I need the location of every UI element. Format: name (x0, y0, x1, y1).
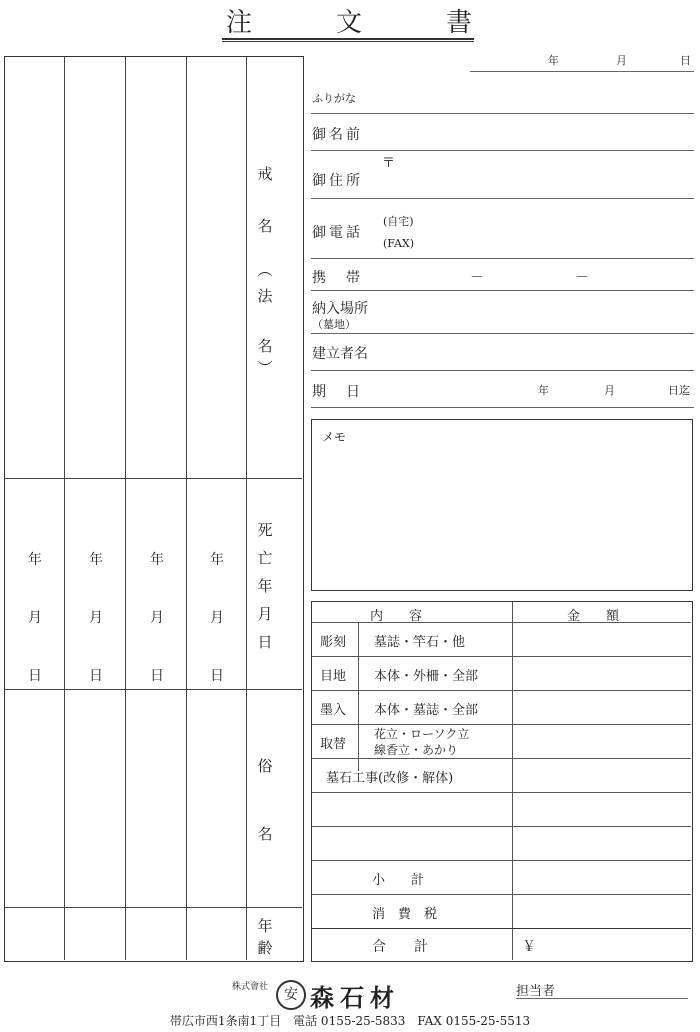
header-content: 内 容 (370, 609, 423, 624)
kaimyo-label-char: ︵ (257, 261, 273, 279)
date-cell-year: 年 (28, 552, 42, 568)
date-cell-month: 月 (210, 610, 224, 626)
title-char-1: 注 (226, 8, 253, 38)
date-line[interactable] (470, 71, 694, 72)
deadline-field[interactable] (311, 407, 694, 408)
builder-field[interactable] (311, 370, 694, 371)
table-hline (312, 758, 691, 759)
phone-field[interactable] (311, 258, 694, 259)
postal-mark: 〒 (382, 156, 396, 171)
tax-label: 消 費 税 (372, 907, 438, 922)
staff-label: 担当者 (516, 984, 556, 999)
shibou-label-char: 日 (257, 633, 273, 651)
zokumyo-label-char: 名 (257, 825, 273, 843)
memo-label: メモ (322, 430, 347, 444)
kaimyo-label-char: 法 (257, 287, 273, 305)
table-vline (358, 622, 359, 771)
deceased-grid (4, 56, 304, 962)
zokumyo-label-char: 俗 (257, 757, 273, 775)
date-cell-month: 月 (28, 610, 42, 626)
row-category: 目地 (320, 669, 347, 684)
kaimyo-label-char: 戒 (257, 165, 273, 183)
date-cell-month: 月 (89, 610, 103, 626)
shibou-label-char: 亡 (257, 549, 273, 567)
row-description: 本体・外柵・全部 (374, 669, 479, 684)
deadline-label: 期 日 (312, 384, 363, 400)
kaimyo-label-char: 名 (257, 217, 273, 235)
table-hline (312, 826, 691, 827)
date-cell-day: 日 (150, 668, 164, 684)
row-category: 彫刻 (320, 635, 347, 650)
date-cell-year: 年 (150, 552, 164, 568)
shibou-label-char: 月 (257, 605, 273, 623)
yen-sign: ￥ (522, 939, 536, 955)
repair-row: 墓石工事(改修・解体) (326, 771, 454, 786)
mobile-dash: － (470, 270, 484, 286)
grid-hline (5, 478, 302, 479)
content-table (311, 601, 693, 962)
name-field[interactable] (311, 150, 694, 151)
address-label: 御住所 (312, 173, 363, 189)
table-hline (312, 690, 691, 691)
table-hline (312, 622, 691, 623)
furigana-field[interactable] (311, 113, 694, 114)
row-description: 花立・ローソク立 (374, 727, 470, 741)
table-hline (312, 724, 691, 725)
row-category: 取替 (320, 737, 347, 752)
title-char-2: 文 (336, 8, 363, 38)
mobile-label: 携 帯 (312, 270, 363, 286)
company-prefix: 株式會社 (232, 982, 269, 992)
company-address: 帯広市西1条南1丁目 電話 0155-25-5833 FAX 0155-25-5513 (169, 1014, 531, 1028)
delivery-field[interactable] (311, 333, 694, 334)
row-description: 墓誌・竿石・他 (374, 635, 466, 650)
date-day-label: 日 (680, 54, 691, 67)
kaimyo-label-char: 名 (257, 337, 273, 355)
phone-label: 御電話 (312, 225, 363, 241)
age-label-char: 齢 (257, 939, 273, 957)
delivery-sublabel: （墓地） (312, 318, 356, 331)
table-hline (312, 894, 691, 895)
table-hline (312, 928, 691, 929)
phone-home-label: (自宅) (383, 215, 414, 228)
date-cell-year: 年 (89, 552, 103, 568)
title-char-3: 書 (446, 8, 473, 38)
header-amount: 金 額 (567, 609, 620, 624)
row-description-2: 線香立・あかり (374, 743, 459, 757)
deadline-year: 年 (538, 384, 549, 397)
furigana-label: ふりがな (312, 92, 356, 105)
grid-vline (186, 57, 187, 960)
shibou-label-char: 年 (257, 577, 273, 595)
staff-field[interactable] (516, 998, 688, 999)
name-label: 御名前 (312, 127, 363, 143)
date-cell-month: 月 (150, 610, 164, 626)
phone-fax-label: (FAX) (383, 237, 415, 250)
row-category: 墨入 (320, 703, 347, 718)
title-underline (222, 38, 474, 40)
deadline-day: 日迄 (668, 384, 690, 397)
date-month-label: 月 (616, 54, 627, 67)
date-cell-day: 日 (28, 668, 42, 684)
company-mark-icon: 安 (276, 980, 306, 1010)
date-cell-year: 年 (210, 552, 224, 568)
age-label-char: 年 (257, 917, 273, 935)
date-cell-day: 日 (89, 668, 103, 684)
kaimyo-label-char: ︶ (257, 359, 273, 377)
total-label: 合 計 (372, 939, 428, 955)
row-description: 本体・墓誌・全部 (374, 703, 479, 718)
deadline-month: 月 (604, 384, 615, 397)
address-field[interactable] (311, 198, 694, 199)
delivery-label: 納入場所 (312, 301, 368, 317)
table-hline (312, 860, 691, 861)
grid-hline (5, 907, 302, 908)
date-year-label: 年 (548, 54, 559, 67)
title-underline-2 (222, 41, 474, 42)
mobile-field[interactable] (311, 290, 694, 291)
memo-box[interactable] (311, 419, 693, 591)
grid-vline (246, 57, 247, 960)
table-hline (312, 792, 691, 793)
grid-hline (5, 689, 302, 690)
mobile-dash: － (575, 270, 589, 286)
builder-label: 建立者名 (312, 346, 368, 362)
table-hline (312, 656, 691, 657)
company-name: 森石材 (310, 983, 400, 1012)
subtotal-label: 小 計 (372, 873, 425, 888)
date-cell-day: 日 (210, 668, 224, 684)
shibou-label-char: 死 (257, 521, 273, 539)
grid-vline (125, 57, 126, 960)
grid-vline (64, 57, 65, 960)
